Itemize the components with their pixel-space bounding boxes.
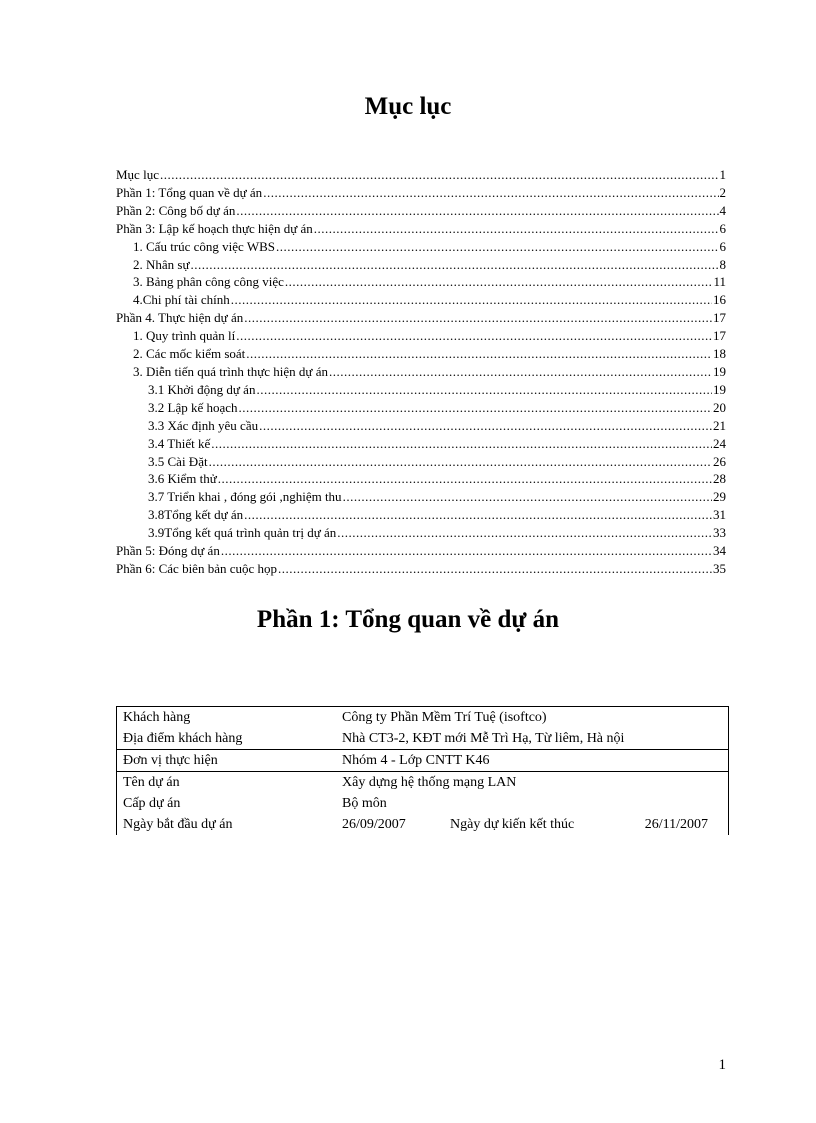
toc-title: Mục lục: [364, 93, 452, 120]
toc-entry[interactable]: [116, 273, 726, 291]
table-of-contents: [116, 166, 726, 578]
toc-leader: [236, 327, 712, 345]
toc-entry[interactable]: [116, 470, 726, 488]
toc-entry[interactable]: [116, 327, 726, 345]
toc-entry-page: 28: [713, 471, 726, 487]
toc-entry[interactable]: [116, 238, 726, 256]
toc-entry[interactable]: [116, 488, 726, 506]
toc-entry[interactable]: [116, 256, 726, 274]
toc-leader: [231, 291, 712, 309]
toc-entry[interactable]: [116, 453, 726, 471]
section-title: Phần 1: Tổng quan về dự án: [256, 606, 560, 633]
toc-entry-label: Phần 1: Tổng quan về dự án: [116, 184, 263, 200]
toc-leader: [160, 166, 719, 184]
toc-entry-label: 3.5 Cài Đặt: [148, 453, 208, 469]
end-date-value: 26/11/2007: [644, 817, 708, 832]
toc-entry-label: Phần 6: Các biên bản cuộc họp: [116, 560, 278, 576]
toc-entry[interactable]: [116, 220, 726, 238]
customer-value: Công ty Phần Mềm Trí Tuệ (isoftco): [342, 710, 547, 725]
toc-entry-page: 19: [713, 381, 726, 397]
toc-entry-page: 34: [713, 543, 726, 559]
toc-entry-page: 11: [713, 274, 726, 290]
table-row: [117, 707, 728, 728]
toc-leader: [191, 256, 719, 274]
toc-entry-page: 21: [713, 417, 726, 433]
page-number: 1: [718, 1057, 726, 1073]
start-date-value: 26/09/2007: [342, 817, 406, 832]
toc-entry-page: 19: [713, 363, 726, 379]
toc-entry[interactable]: [116, 417, 726, 435]
toc-leader: [278, 560, 712, 578]
start-date-label: Ngày bắt đầu dự án: [123, 817, 233, 832]
toc-entry-label: Phần 3: Lập kế hoạch thực hiện dự án: [116, 220, 313, 236]
toc-leader: [218, 470, 712, 488]
toc-entry-label: Mục lục: [116, 167, 159, 182]
table-row: [117, 749, 728, 771]
project-name-label: Tên dự án: [123, 775, 180, 790]
toc-leader: [256, 381, 712, 399]
toc-entry-label: 2. Các mốc kiểm soát: [133, 346, 246, 362]
toc-entry-label: 3. Diễn tiến quá trình thực hiện dự án: [133, 363, 328, 379]
toc-entry-label: 4.Chi phí tài chính: [133, 292, 230, 308]
toc-entry-label: 3.4 Thiết kế: [148, 435, 211, 451]
unit-label: Đơn vị thực hiện: [123, 753, 218, 768]
toc-entry-page: 1: [719, 167, 726, 182]
project-level-value: Bộ môn: [342, 796, 387, 811]
toc-entry-page: 16: [713, 292, 726, 308]
table-row: [117, 728, 728, 749]
address-label: Địa điểm khách hàng: [123, 731, 243, 746]
toc-entry[interactable]: [116, 435, 726, 453]
toc-entry[interactable]: [116, 345, 726, 363]
toc-entry-label: 2. Nhân sự: [133, 256, 190, 272]
toc-entry-label: 3. Bảng phân công công việc: [133, 274, 284, 290]
toc-leader: [276, 238, 718, 256]
toc-entry-label: 3.1 Khởi động dự án: [148, 381, 256, 397]
toc-leader: [244, 309, 712, 327]
project-name-value: Xây dựng hệ thống mạng LAN: [342, 775, 517, 790]
toc-entry-page: 33: [713, 525, 726, 541]
table-row: [117, 814, 728, 835]
toc-leader: [244, 506, 712, 524]
toc-entry[interactable]: [116, 184, 726, 202]
toc-entry-label: 3.2 Lập kế hoạch: [148, 399, 238, 415]
toc-entry[interactable]: [116, 202, 726, 220]
toc-entry-page: 6: [719, 238, 726, 254]
toc-entry[interactable]: [116, 542, 726, 560]
table-row: [117, 771, 728, 793]
toc-entry[interactable]: [116, 560, 726, 578]
toc-leader: [236, 202, 718, 220]
project-info-table: [116, 706, 729, 835]
toc-leader: [209, 453, 712, 471]
toc-leader: [337, 524, 712, 542]
toc-entry-page: 29: [713, 489, 726, 505]
toc-entry[interactable]: [116, 399, 726, 417]
toc-entry[interactable]: [116, 363, 726, 381]
toc-entry[interactable]: [116, 166, 726, 184]
toc-leader: [239, 399, 712, 417]
toc-entry-page: 17: [713, 328, 726, 344]
toc-entry-page: 31: [713, 507, 726, 523]
toc-entry-label: 3.6 Kiểm thử: [148, 471, 217, 487]
toc-entry[interactable]: [116, 524, 726, 542]
toc-entry[interactable]: [116, 309, 726, 327]
toc-entry-page: 20: [713, 399, 726, 415]
toc-entry-page: 6: [719, 220, 726, 236]
toc-leader: [329, 363, 712, 381]
toc-entry-label: 1. Cấu trúc công việc WBS: [133, 238, 276, 254]
toc-entry-page: 4: [719, 202, 726, 218]
address-value: Nhà CT3-2, KĐT mới Mễ Trì Hạ, Từ liêm, Hà nội: [342, 731, 625, 746]
toc-entry-label: Phần 5: Đóng dự án: [116, 543, 220, 559]
toc-entry-page: 8: [719, 256, 726, 272]
end-date-label: Ngày dự kiến kết thúc: [450, 817, 575, 832]
toc-entry-page: 17: [713, 310, 726, 326]
toc-leader: [314, 220, 719, 238]
toc-entry-page: 24: [713, 435, 726, 451]
toc-entry-label: Phần 2: Công bố dự án: [116, 202, 236, 218]
toc-entry-label: Phần 4. Thực hiện dự án: [116, 310, 244, 326]
table-row: [117, 793, 728, 814]
toc-leader: [259, 417, 712, 435]
toc-leader: [285, 273, 713, 291]
toc-entry[interactable]: [116, 506, 726, 524]
toc-leader: [221, 542, 712, 560]
unit-value: Nhóm 4 - Lớp CNTT K46: [342, 753, 490, 768]
toc-entry[interactable]: [116, 381, 726, 399]
toc-entry-label: 3.7 Triển khai , đóng gói ,nghiệm thu: [148, 489, 342, 505]
project-level-label: Cấp dự án: [123, 796, 181, 811]
toc-leader: [211, 435, 712, 453]
toc-entry-page: 35: [713, 560, 726, 576]
customer-label: Khách hàng: [123, 710, 191, 725]
toc-entry-page: 18: [713, 346, 726, 362]
toc-leader: [263, 184, 718, 202]
date-values: [342, 814, 728, 835]
toc-entry-label: 1. Quy trình quản lí: [133, 328, 236, 344]
toc-entry-label: 3.9Tổng kết quá trình quản trị dự án: [148, 525, 337, 541]
toc-leader: [343, 488, 712, 506]
toc-leader: [246, 345, 712, 363]
toc-entry-page: 26: [713, 453, 726, 469]
toc-entry-label: 3.3 Xác định yêu cầu: [148, 417, 259, 433]
toc-entry-page: 2: [719, 184, 726, 200]
toc-entry-label: 3.8Tổng kết dự án: [148, 507, 244, 523]
toc-entry[interactable]: [116, 291, 726, 309]
